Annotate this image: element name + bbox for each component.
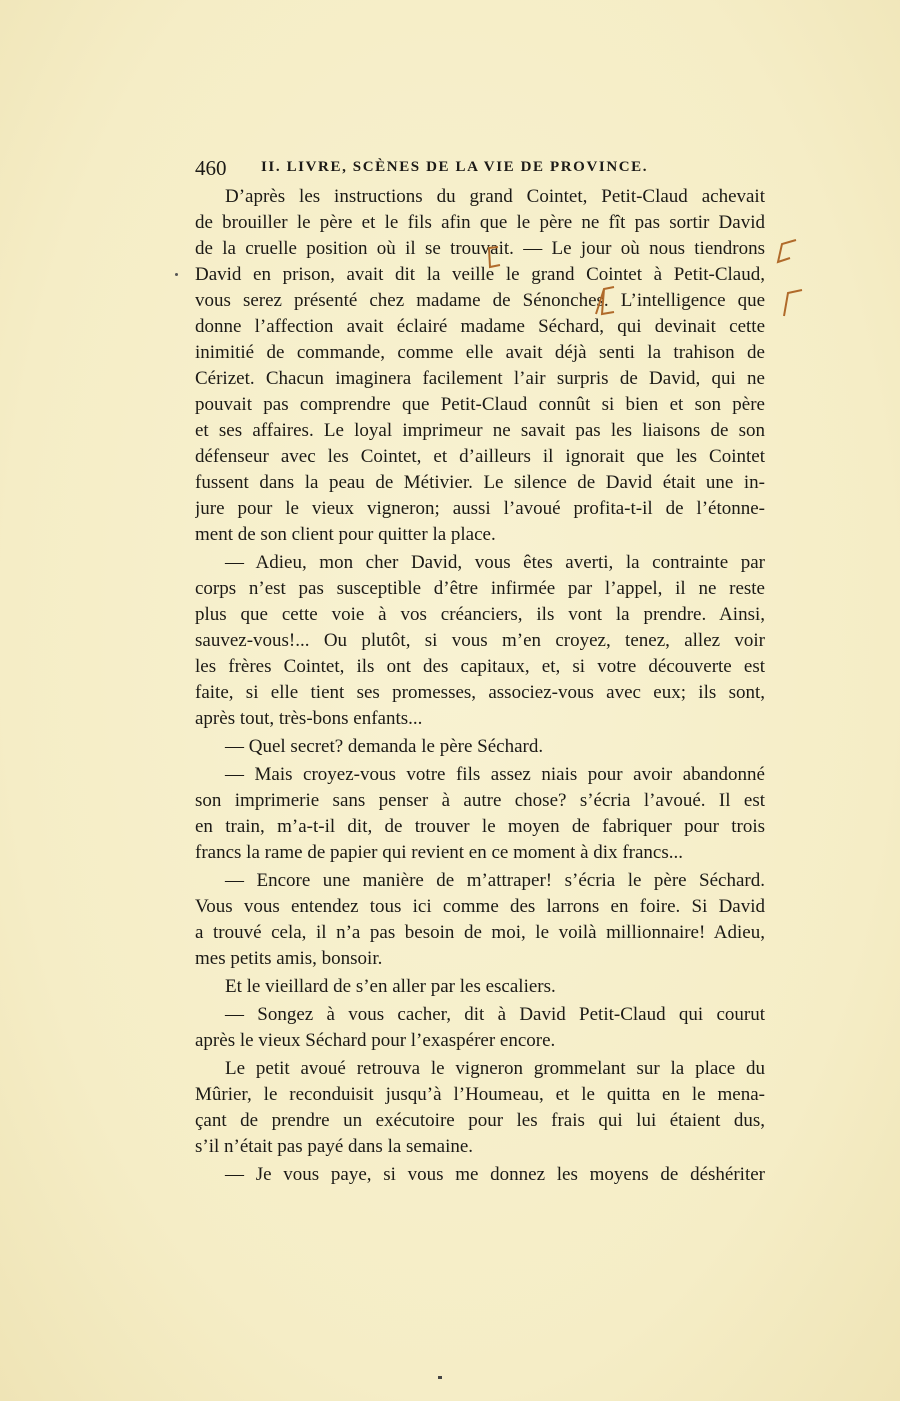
text-line: jure pour le vieux vigneron; aussi l’avoué profita-t-il de l’étonne- — [195, 498, 765, 519]
text-line: Le petit avoué retrouva le vigneron grommelant sur la place du — [225, 1058, 765, 1079]
text-line: Et le vieillard de s’en aller par les escaliers. — [225, 976, 556, 997]
text-line: fussent dans la peau de Métivier. Le silence de David était une in- — [195, 472, 765, 493]
text-line: Cérizet. Chacun imaginera facilement l’air surpris de David, qui ne — [195, 368, 765, 389]
text-line: D’après les instructions du grand Cointet, Petit-Claud achevait — [225, 186, 765, 207]
text-line: après tout, très-bons enfants... — [195, 708, 423, 729]
margin-bracket-mark-2 — [776, 286, 806, 320]
text-line: vous serez présenté chez madame de Sénonches. L’intelligence que — [195, 290, 765, 311]
text-line: en train, m’a-t-il dit, de trouver le moyen de fabriquer pour trois — [195, 816, 765, 837]
text-line: de la cruelle position où il se trouvait. — Le jour où nous tiendrons — [195, 238, 765, 259]
text-line: çant de prendre un exécutoire pour les frais qui lui étaient dus, — [195, 1110, 765, 1131]
inline-bracket-mark-1 — [484, 244, 504, 270]
running-title: II. LIVRE, SCÈNES DE LA VIE DE PROVINCE. — [261, 159, 649, 175]
text-line: faite, si elle tient ses promesses, associez-vous avec eux; ils sont, — [195, 682, 765, 703]
text-line: inimitié de commande, comme elle avait déjà senti la trahison de — [195, 342, 765, 363]
text-line: donne l’affection avait éclairé madame Séchard, qui devinait cette — [195, 316, 765, 337]
margin-bracket-mark-1 — [772, 236, 802, 266]
text-line: Vous vous entendez tous ici comme des larrons en foire. Si David — [195, 896, 765, 917]
page-header — [195, 156, 770, 182]
page-body-text — [195, 184, 765, 1188]
text-line: a trouvé cela, il n’a pas besoin de moi, le voilà millionnaire! Adieu, — [195, 922, 765, 943]
text-line: après le vieux Séchard pour l’exaspérer encore. — [195, 1030, 556, 1051]
text-line: — Adieu, mon cher David, vous êtes averti, la contrainte par — [225, 552, 765, 573]
text-line: et ses affaires. Le loyal imprimeur ne savait pas les liaisons de son — [195, 420, 765, 441]
text-line: pouvait pas comprendre que Petit-Claud connût si bien et son père — [195, 394, 765, 415]
text-line: mes petits amis, bonsoir. — [195, 948, 383, 969]
text-line: sauvez-vous!... Ou plutôt, si vous m’en croyez, tenez, allez voir — [195, 630, 765, 651]
text-line: — Quel secret? demanda le père Séchard. — [225, 736, 544, 757]
text-line: de brouiller le père et le fils afin que le père ne fît pas sortir David — [195, 212, 765, 233]
text-line: — Je vous paye, si vous me donnez les moyens de déshériter — [225, 1164, 765, 1185]
text-line: — Songez à vous cacher, dit à David Petit-Claud qui courut — [225, 1004, 765, 1025]
text-line: s’il n’était pas payé dans la semaine. — [195, 1136, 474, 1157]
text-line: francs la rame de papier qui revient en ce moment à dix francs... — [195, 842, 683, 863]
text-line: Mûrier, le reconduisit jusqu’à l’Houmeau, et le quitta en le mena- — [195, 1084, 765, 1105]
text-line: son imprimerie sans penser à autre chose? s’écria l’avoué. Il est — [195, 790, 765, 811]
ink-speck — [438, 1376, 442, 1379]
text-line: — Encore une manière de m’attraper! s’écria le père Séchard. — [225, 870, 765, 891]
text-line: ment de son client pour quitter la place. — [195, 524, 496, 545]
inline-bracket-mark-2 — [592, 284, 618, 320]
page-number: 460 — [195, 156, 227, 180]
margin-dot — [175, 273, 178, 276]
text-line: plus que cette voie à vos créanciers, ils vont la prendre. Ainsi, — [195, 604, 765, 625]
text-line: les frères Cointet, ils ont des capitaux, et, si votre découverte est — [195, 656, 765, 677]
text-line: — Mais croyez-vous votre fils assez niais pour avoir abandonné — [225, 764, 765, 785]
text-line: David en prison, avait dit la veille le grand Cointet à Petit-Claud, — [195, 264, 765, 285]
text-line: corps n’est pas susceptible d’être infirmée par l’appel, il ne reste — [195, 578, 765, 599]
text-line: défenseur avec les Cointet, et d’ailleurs il ignorait que les Cointet — [195, 446, 765, 467]
